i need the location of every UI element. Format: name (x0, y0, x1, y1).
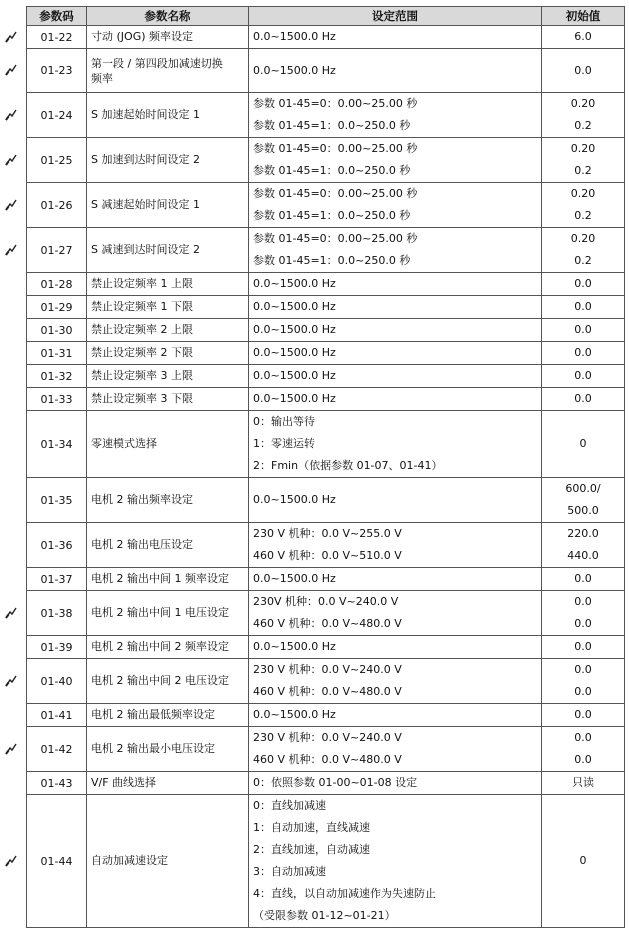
param-code: 01-31 (27, 342, 87, 365)
edit-marks-column (0, 0, 26, 912)
param-code: 01-38 (27, 591, 87, 636)
runtime-edit-icon (5, 855, 17, 867)
param-default-line: 6.0 (574, 30, 592, 43)
param-range-line: 0.0~1500.0 Hz (253, 346, 336, 359)
param-default (542, 795, 625, 928)
runtime-edit-icon (5, 64, 17, 76)
param-default-line: 0.20 (570, 97, 596, 110)
table-row (27, 659, 625, 704)
param-name-line: S 加速起始时间设定 1 (91, 108, 200, 121)
param-default (542, 296, 625, 319)
param-default (542, 636, 625, 659)
table-row (27, 636, 625, 659)
param-range (249, 93, 542, 138)
param-default-line: 0.20 (570, 142, 596, 155)
param-default-line: 0.0 (574, 300, 592, 313)
param-range-line: 3：自动加减速 (253, 865, 326, 878)
param-name-line: 自动加减速设定 (91, 854, 168, 867)
param-default-line: 0.2 (574, 164, 592, 177)
param-code: 01-42 (27, 727, 87, 772)
param-default (542, 659, 625, 704)
param-range-line: 1：自动加速，直线减速 (253, 821, 370, 834)
param-range (249, 659, 542, 704)
runtime-edit-icon (5, 199, 17, 211)
param-default (542, 411, 625, 478)
param-range-line: 0：依照参数 01-00~01-08 设定 (253, 776, 418, 789)
param-name-line: 电机 2 输出电压设定 (91, 538, 193, 551)
param-code: 01-27 (27, 228, 87, 273)
param-default-line: 0.0 (574, 617, 592, 630)
param-code: 01-22 (27, 26, 87, 49)
param-range (249, 795, 542, 928)
param-default (542, 591, 625, 636)
param-code: 01-44 (27, 795, 87, 928)
header-default: 初始值 (542, 7, 625, 26)
param-name (87, 659, 249, 704)
param-name (87, 26, 249, 49)
param-range (249, 365, 542, 388)
param-range-line: 参数 01-45=1：0.0~250.0 秒 (253, 254, 411, 267)
table-row (27, 591, 625, 636)
param-range-line: 参数 01-45=1：0.0~250.0 秒 (253, 119, 411, 132)
param-name-line: 电机 2 输出最低频率设定 (91, 708, 215, 721)
table-row (27, 388, 625, 411)
param-range-line: 0.0~1500.0 Hz (253, 323, 336, 336)
param-range-line: 参数 01-45=1：0.0~250.0 秒 (253, 164, 411, 177)
param-range (249, 273, 542, 296)
param-range-line: 460 V 机种：0.0 V~480.0 V (253, 685, 402, 698)
param-name (87, 93, 249, 138)
param-range-line: 460 V 机种：0.0 V~510.0 V (253, 549, 402, 562)
param-default (542, 478, 625, 523)
param-name (87, 478, 249, 523)
param-code: 01-34 (27, 411, 87, 478)
table-row (27, 365, 625, 388)
param-range (249, 49, 542, 93)
table-row (27, 342, 625, 365)
param-default-line: 500.0 (567, 504, 599, 517)
param-default-line: 0.20 (570, 187, 596, 200)
param-default-line: 0.0 (574, 277, 592, 290)
param-name-line: 禁止设定频率 3 下限 (91, 392, 193, 405)
table-row (27, 727, 625, 772)
param-name (87, 183, 249, 228)
param-code: 01-23 (27, 49, 87, 93)
param-default-line: 0.0 (574, 663, 592, 676)
header-row (27, 7, 625, 26)
param-code: 01-32 (27, 365, 87, 388)
param-default-line: 0 (579, 854, 587, 867)
param-name (87, 138, 249, 183)
param-code: 01-33 (27, 388, 87, 411)
table-row (27, 319, 625, 342)
param-range (249, 319, 542, 342)
param-default-line: 0.0 (574, 392, 592, 405)
param-name (87, 727, 249, 772)
param-range-line: 2：Fmin（依据参数 01-07、01-41） (253, 459, 443, 472)
param-range (249, 478, 542, 523)
param-range-line: 参数 01-45=1：0.0~250.0 秒 (253, 209, 411, 222)
param-range (249, 636, 542, 659)
table-body (27, 26, 625, 928)
param-range (249, 296, 542, 319)
param-name-line: 禁止设定频率 2 下限 (91, 346, 193, 359)
param-range-line: （受限参数 01-12~01-21） (253, 909, 396, 922)
param-default (542, 138, 625, 183)
param-name (87, 795, 249, 928)
param-default (542, 93, 625, 138)
param-code: 01-26 (27, 183, 87, 228)
param-name-line: 电机 2 输出最小电压设定 (91, 742, 215, 755)
param-range-line: 参数 01-45=0：0.00~25.00 秒 (253, 187, 418, 200)
param-name (87, 273, 249, 296)
param-name-line: 零速模式选择 (91, 437, 157, 450)
param-name (87, 411, 249, 478)
param-code: 01-24 (27, 93, 87, 138)
param-range-line: 230 V 机种：0.0 V~255.0 V (253, 527, 402, 540)
param-default-line: 0.2 (574, 209, 592, 222)
param-range (249, 411, 542, 478)
param-range (249, 772, 542, 795)
runtime-edit-icon (5, 675, 17, 687)
table-row (27, 568, 625, 591)
param-default (542, 523, 625, 568)
param-range-line: 0.0~1500.0 Hz (253, 277, 336, 290)
param-default (542, 228, 625, 273)
param-default-line: 0.0 (574, 640, 592, 653)
header-name: 参数名称 (87, 7, 249, 26)
param-range-line: 0.0~1500.0 Hz (253, 30, 336, 43)
runtime-edit-icon (5, 244, 17, 256)
table-row (27, 704, 625, 727)
param-range-line: 0.0~1500.0 Hz (253, 392, 336, 405)
param-default-line: 600.0/ (565, 482, 601, 495)
param-name (87, 388, 249, 411)
param-code: 01-35 (27, 478, 87, 523)
param-code: 01-28 (27, 273, 87, 296)
runtime-edit-icon (5, 109, 17, 121)
header-range: 设定范围 (249, 7, 542, 26)
param-range-line: 230V 机种：0.0 V~240.0 V (253, 595, 399, 608)
param-name-line: S 加速到达时间设定 2 (91, 153, 200, 166)
param-name (87, 591, 249, 636)
param-name-line: V/F 曲线选择 (91, 776, 157, 789)
param-default (542, 365, 625, 388)
param-default-line: 0.0 (574, 595, 592, 608)
param-range (249, 26, 542, 49)
param-default (542, 568, 625, 591)
param-code: 01-37 (27, 568, 87, 591)
param-default-line: 只读 (572, 776, 594, 789)
param-default-line: 0.0 (574, 63, 592, 77)
param-name (87, 49, 249, 93)
param-name-line: 电机 2 输出频率设定 (91, 493, 193, 506)
param-default-line: 0 (579, 437, 587, 450)
param-range-line: 0.0~1500.0 Hz (253, 63, 336, 77)
param-range-line: 0：直线加减速 (253, 799, 326, 812)
param-name-line: 寸动 (JOG) 频率设定 (91, 30, 194, 43)
param-name-line: 禁止设定频率 2 上限 (91, 323, 193, 336)
param-range (249, 704, 542, 727)
param-range-line: 0.0~1500.0 Hz (253, 708, 336, 721)
param-default-line: 440.0 (567, 549, 599, 562)
param-range-line: 4：直线，以自动加减速作为失速防止 (253, 887, 436, 900)
param-range (249, 138, 542, 183)
param-default (542, 183, 625, 228)
runtime-edit-icon (5, 154, 17, 166)
param-default-line: 0.2 (574, 254, 592, 267)
param-code: 01-40 (27, 659, 87, 704)
param-name (87, 772, 249, 795)
param-code: 01-41 (27, 704, 87, 727)
param-name (87, 319, 249, 342)
param-code: 01-36 (27, 523, 87, 568)
param-name-line: S 减速起始时间设定 1 (91, 198, 200, 211)
table-row (27, 772, 625, 795)
param-range-line: 0.0~1500.0 Hz (253, 369, 336, 382)
param-name-line: 电机 2 输出中间 1 频率设定 (91, 572, 229, 585)
param-range (249, 568, 542, 591)
param-range (249, 523, 542, 568)
param-default-line: 0.20 (570, 232, 596, 245)
param-name (87, 636, 249, 659)
param-default-line: 0.0 (574, 731, 592, 744)
param-default (542, 319, 625, 342)
param-name (87, 365, 249, 388)
table-row (27, 138, 625, 183)
param-range (249, 342, 542, 365)
param-name (87, 296, 249, 319)
param-name-line: 第一段 / 第四段加减速切换 (91, 56, 223, 70)
param-range-line: 0.0~1500.0 Hz (253, 572, 336, 585)
param-range-line: 1：零速运转 (253, 437, 315, 450)
param-range (249, 388, 542, 411)
param-name-line: S 减速到达时间设定 2 (91, 243, 200, 256)
table-row (27, 795, 625, 928)
param-default (542, 772, 625, 795)
param-name-line: 电机 2 输出中间 2 频率设定 (91, 640, 229, 653)
param-default-line: 0.0 (574, 369, 592, 382)
table-row (27, 411, 625, 478)
param-range-line: 参数 01-45=0：0.00~25.00 秒 (253, 232, 418, 245)
param-name-line: 频率 (91, 71, 113, 85)
param-name (87, 523, 249, 568)
param-range (249, 591, 542, 636)
param-range-line: 参数 01-45=0：0.00~25.00 秒 (253, 142, 418, 155)
param-default (542, 727, 625, 772)
param-default (542, 342, 625, 365)
param-name-line: 电机 2 输出中间 1 电压设定 (91, 606, 229, 619)
param-range-line: 0.0~1500.0 Hz (253, 493, 336, 506)
param-default (542, 49, 625, 93)
param-code: 01-25 (27, 138, 87, 183)
runtime-edit-icon (5, 607, 17, 619)
param-range (249, 183, 542, 228)
param-code: 01-30 (27, 319, 87, 342)
table-row (27, 183, 625, 228)
param-default-line: 0.0 (574, 685, 592, 698)
param-name-line: 禁止设定频率 1 下限 (91, 300, 193, 313)
param-range-line: 0：输出等待 (253, 415, 315, 428)
param-range-line: 2：直线加速，自动减速 (253, 843, 370, 856)
param-range-line: 460 V 机种：0.0 V~480.0 V (253, 753, 402, 766)
table-row (27, 478, 625, 523)
param-default-line: 0.0 (574, 753, 592, 766)
param-code: 01-39 (27, 636, 87, 659)
table-row (27, 228, 625, 273)
param-range-line: 230 V 机种：0.0 V~240.0 V (253, 663, 402, 676)
param-code: 01-29 (27, 296, 87, 319)
param-default-line: 0.0 (574, 708, 592, 721)
param-name (87, 342, 249, 365)
table-row (27, 296, 625, 319)
param-range-line: 0.0~1500.0 Hz (253, 300, 336, 313)
param-default (542, 704, 625, 727)
table-row (27, 93, 625, 138)
param-default-line: 0.2 (574, 119, 592, 132)
param-name-line: 电机 2 输出中间 2 电压设定 (91, 674, 229, 687)
param-range-line: 0.0~1500.0 Hz (253, 640, 336, 653)
param-default (542, 26, 625, 49)
param-range (249, 727, 542, 772)
param-default-line: 0.0 (574, 323, 592, 336)
param-code: 01-43 (27, 772, 87, 795)
runtime-edit-icon (5, 31, 17, 43)
param-name (87, 568, 249, 591)
param-default-line: 0.0 (574, 572, 592, 585)
table-row (27, 49, 625, 93)
param-default-line: 220.0 (567, 527, 599, 540)
header-code: 参数码 (27, 7, 87, 26)
param-range-line: 460 V 机种：0.0 V~480.0 V (253, 617, 402, 630)
table-row (27, 523, 625, 568)
parameter-table (26, 6, 625, 928)
param-name (87, 704, 249, 727)
param-default (542, 388, 625, 411)
param-name (87, 228, 249, 273)
param-range (249, 228, 542, 273)
runtime-edit-icon (5, 743, 17, 755)
param-default (542, 273, 625, 296)
param-default-line: 0.0 (574, 346, 592, 359)
table-row (27, 273, 625, 296)
table-row (27, 26, 625, 49)
param-range-line: 参数 01-45=0：0.00~25.00 秒 (253, 97, 418, 110)
param-range-line: 230 V 机种：0.0 V~240.0 V (253, 731, 402, 744)
param-name-line: 禁止设定频率 3 上限 (91, 369, 193, 382)
param-name-line: 禁止设定频率 1 上限 (91, 277, 193, 290)
